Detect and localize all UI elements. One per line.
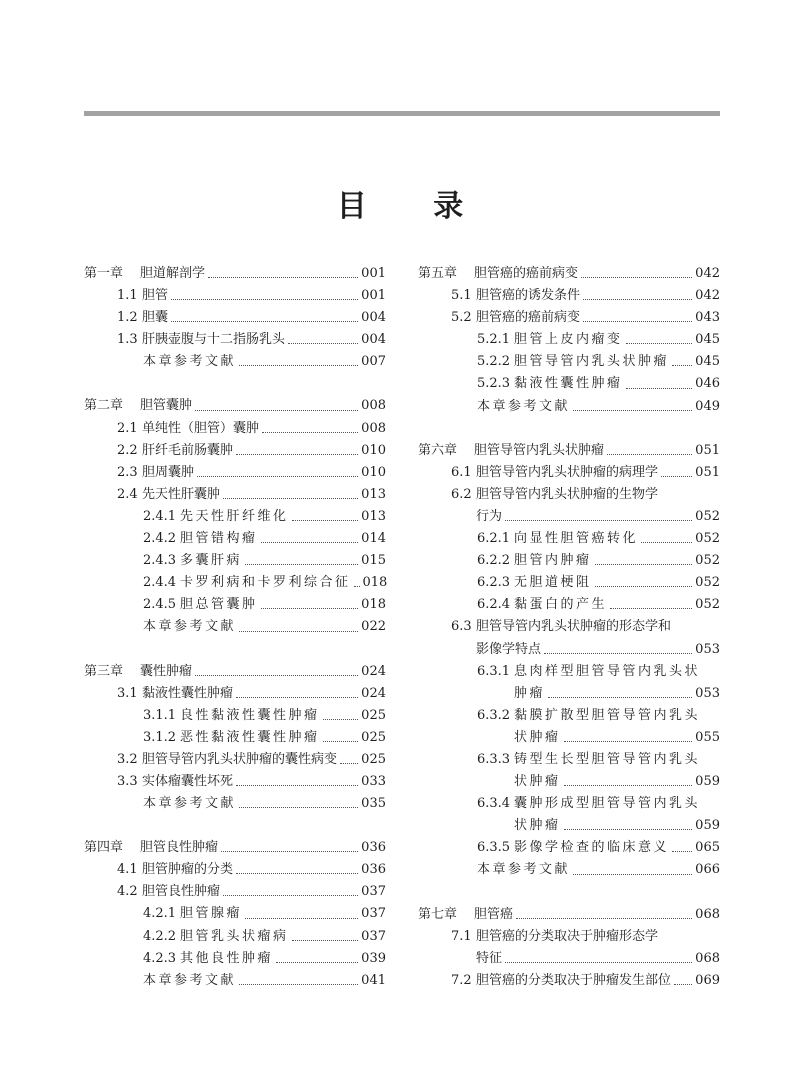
dot-leader bbox=[583, 299, 692, 300]
toc-entry-number: 6.3.5 bbox=[477, 840, 511, 856]
toc-entry-number: 1.2 bbox=[117, 310, 138, 326]
toc-entry-page: 004 bbox=[361, 310, 386, 326]
toc-entry-page: 024 bbox=[361, 685, 386, 701]
toc-entry-number: 6.3 bbox=[451, 619, 472, 635]
dot-leader bbox=[197, 476, 358, 477]
dot-leader bbox=[581, 277, 692, 278]
toc-entry-page: 037 bbox=[361, 884, 386, 900]
toc-section-entry[interactable] bbox=[84, 705, 386, 727]
toc-entry-page: 046 bbox=[695, 376, 720, 392]
toc-entry-page: 001 bbox=[361, 288, 386, 304]
toc-chapter-entry[interactable] bbox=[84, 837, 386, 859]
toc-entry-title: 胆管癌的诱发条件 bbox=[476, 288, 581, 304]
toc-entry-number: 第五章 bbox=[418, 266, 458, 281]
toc-entry-number: 2.4.5 bbox=[143, 597, 177, 613]
dot-leader bbox=[276, 962, 358, 963]
toc-chapter-group bbox=[84, 837, 386, 992]
toc-entry-number: 5.2.2 bbox=[477, 354, 511, 370]
toc-section-entry[interactable] bbox=[84, 506, 386, 528]
toc-section-entry[interactable] bbox=[418, 771, 720, 793]
toc-entry-page: 035 bbox=[361, 796, 386, 812]
toc-entry-page: 025 bbox=[361, 751, 386, 767]
toc-entry-page: 051 bbox=[695, 442, 720, 458]
toc-section-entry[interactable] bbox=[418, 926, 720, 948]
dot-leader bbox=[221, 851, 358, 852]
toc-entry-title: 胆管癌的癌前病变 bbox=[476, 310, 581, 326]
toc-section-entry[interactable] bbox=[84, 948, 386, 970]
toc-column-left bbox=[84, 263, 386, 1014]
toc-entry-number: 2.4 bbox=[117, 486, 138, 502]
toc-entry-number: 2.4.4 bbox=[143, 575, 177, 591]
toc-entry-number: 6.3.4 bbox=[477, 796, 511, 812]
dot-leader bbox=[544, 653, 692, 654]
toc-section-entry[interactable] bbox=[418, 661, 720, 683]
toc-section-entry[interactable] bbox=[418, 793, 720, 815]
toc-section-entry[interactable] bbox=[418, 815, 720, 837]
toc-section-entry[interactable] bbox=[84, 727, 386, 749]
toc-entry-number: 4.2 bbox=[117, 884, 138, 900]
toc-entry-page: 010 bbox=[361, 442, 386, 458]
toc-entry-title: 实体瘤囊性坏死 bbox=[142, 773, 234, 789]
toc-entry-number: 5.1 bbox=[451, 288, 472, 304]
toc-entry-page: 037 bbox=[361, 906, 386, 922]
toc-chapter-group bbox=[84, 263, 386, 373]
toc-section-entry[interactable] bbox=[418, 572, 720, 594]
header-rule bbox=[84, 111, 720, 116]
toc-entry-page: 037 bbox=[361, 928, 386, 944]
toc-entry-title: 胆管错构瘤 bbox=[180, 531, 258, 547]
dot-leader bbox=[171, 321, 358, 322]
toc-entry-page: 025 bbox=[361, 707, 386, 723]
toc-entry-title: 胆管导管内乳头状肿瘤的病理学 bbox=[476, 464, 659, 480]
toc-entry-page: 041 bbox=[361, 972, 386, 988]
toc-entry-number: 5.2.3 bbox=[477, 376, 511, 392]
toc-entry-page: 025 bbox=[361, 729, 386, 745]
toc-entry-page: 008 bbox=[361, 398, 386, 414]
dot-leader bbox=[239, 807, 358, 808]
toc-entry-page: 059 bbox=[695, 774, 720, 790]
toc-section-entry[interactable] bbox=[84, 594, 386, 616]
toc-section-entry[interactable] bbox=[418, 705, 720, 727]
toc-entry-title: 胆管导管内乳头状肿瘤 bbox=[474, 442, 605, 458]
toc-chapter-group bbox=[418, 904, 720, 992]
toc-chapter-entry[interactable] bbox=[418, 263, 720, 285]
toc-entry-title: 本章参考文献 bbox=[143, 796, 237, 812]
dot-leader bbox=[236, 454, 358, 455]
dot-leader bbox=[239, 631, 358, 632]
toc-entry-title: 胆管良性肿瘤 bbox=[142, 884, 221, 900]
toc-entry-number: 6.1 bbox=[451, 464, 472, 480]
dot-leader bbox=[573, 410, 692, 411]
toc-entry-title: 恶性黏液性囊性肿瘤 bbox=[180, 729, 320, 745]
toc-entry-title: 铸型生长型胆管导管内乳头 bbox=[514, 751, 701, 767]
toc-entry-title: 本章参考文献 bbox=[143, 354, 237, 370]
toc-entry-page: 024 bbox=[361, 663, 386, 679]
toc-section-entry[interactable] bbox=[84, 307, 386, 329]
toc-entry-page: 066 bbox=[695, 862, 720, 878]
toc-entry-page: 055 bbox=[695, 729, 720, 745]
toc-section-entry[interactable] bbox=[84, 749, 386, 771]
toc-entry-title: 肿瘤 bbox=[514, 685, 546, 701]
toc-references-entry[interactable] bbox=[418, 859, 720, 881]
toc-chapter-entry[interactable] bbox=[84, 263, 386, 285]
toc-section-entry[interactable] bbox=[418, 528, 720, 550]
toc-entry-page: 052 bbox=[695, 575, 720, 591]
toc-chapter-group bbox=[418, 440, 720, 882]
toc-entry-title: 胆管癌 bbox=[474, 906, 514, 922]
dot-leader bbox=[607, 454, 692, 455]
toc-chapter-group bbox=[84, 395, 386, 638]
dot-leader bbox=[208, 277, 358, 278]
toc-section-entry[interactable] bbox=[84, 418, 386, 440]
toc-section-entry[interactable] bbox=[84, 550, 386, 572]
toc-entry-title: 胆管导管内乳头状肿瘤的形态学和 bbox=[476, 619, 672, 635]
toc-section-entry[interactable] bbox=[418, 683, 720, 705]
toc-section-entry[interactable] bbox=[418, 307, 720, 329]
toc-chapter-entry[interactable] bbox=[418, 904, 720, 926]
dot-leader bbox=[195, 675, 358, 676]
toc-references-entry[interactable] bbox=[84, 351, 386, 373]
toc-entry-title: 本章参考文献 bbox=[143, 972, 237, 988]
toc-entry-number: 第四章 bbox=[84, 840, 124, 856]
toc-entry-page: 051 bbox=[695, 464, 720, 480]
toc-section-entry[interactable] bbox=[84, 859, 386, 881]
dot-leader bbox=[262, 432, 358, 433]
toc-entry-title: 行为 bbox=[476, 508, 503, 524]
toc-section-entry[interactable] bbox=[84, 329, 386, 351]
dot-leader bbox=[672, 365, 692, 366]
toc-section-entry[interactable] bbox=[418, 948, 720, 970]
toc-entry-title: 黏蛋白的产生 bbox=[514, 597, 608, 613]
toc-entry-title: 本章参考文献 bbox=[477, 398, 571, 414]
toc-entry-number: 6.2.2 bbox=[477, 553, 511, 569]
toc-entry-title: 胆管导管内乳头状肿瘤的囊性病变 bbox=[142, 751, 338, 767]
toc-entry-title: 良性黏液性囊性肿瘤 bbox=[180, 707, 320, 723]
toc-section-entry[interactable] bbox=[418, 639, 720, 661]
toc-entry-title: 向显性胆管癌转化 bbox=[514, 531, 639, 547]
toc-entry-page: 049 bbox=[695, 398, 720, 414]
toc-section-entry[interactable] bbox=[418, 484, 720, 506]
toc-entry-page: 052 bbox=[695, 531, 720, 547]
toc-entry-title: 囊性肿瘤 bbox=[140, 663, 193, 679]
toc-section-entry[interactable] bbox=[418, 550, 720, 572]
toc-entry-number: 2.1 bbox=[117, 420, 138, 436]
toc-entry-title: 特征 bbox=[476, 950, 503, 966]
toc-entry-title: 状肿瘤 bbox=[514, 729, 561, 745]
toc-references-entry[interactable] bbox=[84, 793, 386, 815]
toc-entry-number: 4.2.2 bbox=[143, 928, 177, 944]
toc-entry-number: 第一章 bbox=[84, 266, 124, 281]
dot-leader bbox=[610, 608, 692, 609]
toc-entry-title: 其他良性肿瘤 bbox=[180, 950, 274, 966]
toc-entry-title: 单纯性（胆管）囊肿 bbox=[142, 420, 260, 436]
toc-entry-page: 033 bbox=[361, 773, 386, 789]
toc-entry-title: 胆管上皮内瘤变 bbox=[514, 332, 623, 348]
toc-section-entry[interactable] bbox=[84, 440, 386, 462]
toc-section-entry[interactable] bbox=[84, 572, 386, 594]
toc-section-entry[interactable] bbox=[418, 837, 720, 859]
toc-entry-page: 059 bbox=[695, 818, 720, 834]
toc-entry-title: 先天性肝纤维化 bbox=[180, 508, 289, 524]
toc-entry-page: 004 bbox=[361, 332, 386, 348]
toc-entry-number: 6.2 bbox=[451, 486, 472, 502]
toc-entry-page: 042 bbox=[695, 266, 720, 281]
dot-leader bbox=[573, 874, 692, 875]
toc-chapter-group bbox=[418, 263, 720, 418]
toc-entry-page: 014 bbox=[361, 531, 386, 547]
toc-entry-title: 胆管癌的分类取决于肿瘤发生部位 bbox=[476, 972, 672, 988]
dot-leader bbox=[261, 542, 359, 543]
dot-leader bbox=[595, 564, 693, 565]
toc-section-entry[interactable] bbox=[84, 771, 386, 793]
toc-section-entry[interactable] bbox=[418, 970, 720, 992]
toc-entry-page: 042 bbox=[695, 288, 720, 304]
dot-leader bbox=[195, 410, 358, 411]
toc-entry-number: 6.3.1 bbox=[477, 663, 511, 679]
dot-leader bbox=[223, 895, 358, 896]
page-title: 目 录 bbox=[336, 189, 492, 224]
dot-leader bbox=[672, 851, 692, 852]
toc-entry-number: 3.1.1 bbox=[143, 707, 177, 723]
dot-leader bbox=[239, 365, 358, 366]
toc-entry-title: 黏液性囊性肿瘤 bbox=[514, 376, 623, 392]
toc-section-entry[interactable] bbox=[418, 749, 720, 771]
dot-leader bbox=[548, 697, 692, 698]
toc-entry-page: 008 bbox=[361, 420, 386, 436]
toc-entry-title: 黏膜扩散型胆管导管内乳头 bbox=[514, 707, 701, 723]
toc-column-right bbox=[418, 263, 720, 1014]
dot-leader bbox=[261, 608, 359, 609]
toc-entry-number: 第三章 bbox=[84, 663, 124, 679]
toc-entry-number: 第七章 bbox=[418, 906, 458, 922]
toc-entry-page: 052 bbox=[695, 597, 720, 613]
toc-entry-page: 068 bbox=[695, 950, 720, 966]
toc-entry-number: 2.4.2 bbox=[143, 531, 177, 547]
toc-entry-title: 影像学检查的临床意义 bbox=[514, 840, 670, 856]
dot-leader bbox=[239, 984, 358, 985]
dot-leader bbox=[516, 918, 692, 919]
toc-entry-number: 1.1 bbox=[117, 288, 138, 304]
toc-entry-page: 043 bbox=[695, 310, 720, 326]
toc-section-entry[interactable] bbox=[418, 351, 720, 373]
toc-entry-title: 胆管 bbox=[142, 288, 169, 304]
dot-leader bbox=[354, 586, 360, 587]
toc-entry-page: 045 bbox=[695, 332, 720, 348]
toc-entry-number: 5.2 bbox=[451, 310, 472, 326]
toc-entry-number: 4.2.1 bbox=[143, 906, 177, 922]
dot-leader bbox=[583, 321, 692, 322]
toc-entry-number: 1.3 bbox=[117, 332, 138, 348]
dot-leader bbox=[171, 299, 358, 300]
dot-leader bbox=[641, 542, 692, 543]
toc-entry-page: 007 bbox=[361, 354, 386, 370]
toc-section-entry[interactable] bbox=[84, 926, 386, 948]
dot-leader bbox=[292, 940, 359, 941]
dot-leader bbox=[245, 918, 358, 919]
toc-section-entry[interactable] bbox=[84, 285, 386, 307]
toc-entry-number: 4.1 bbox=[117, 862, 138, 878]
dot-leader bbox=[564, 741, 693, 742]
dot-leader bbox=[661, 476, 692, 477]
toc-entry-page: 053 bbox=[695, 641, 720, 657]
dot-leader bbox=[323, 719, 359, 720]
toc-entry-title: 胆管良性肿瘤 bbox=[140, 840, 219, 856]
toc-section-entry[interactable] bbox=[84, 484, 386, 506]
toc-entry-title: 状肿瘤 bbox=[514, 774, 561, 790]
toc-entry-number: 6.2.4 bbox=[477, 597, 511, 613]
dot-leader bbox=[564, 785, 693, 786]
toc-section-entry[interactable] bbox=[84, 683, 386, 705]
toc-entry-title: 息肉样型胆管导管内乳头状 bbox=[514, 663, 701, 679]
toc-section-entry[interactable] bbox=[84, 462, 386, 484]
dot-leader bbox=[323, 741, 359, 742]
toc-entry-number: 3.1 bbox=[117, 685, 138, 701]
dot-leader bbox=[674, 984, 692, 985]
toc-entry-number: 5.2.1 bbox=[477, 332, 511, 348]
toc-chapter-entry[interactable] bbox=[84, 661, 386, 683]
toc-entry-title: 胆管肿瘤的分类 bbox=[142, 862, 234, 878]
toc-entry-page: 015 bbox=[361, 553, 386, 569]
toc-entry-number: 3.2 bbox=[117, 751, 138, 767]
toc-entry-page: 013 bbox=[361, 508, 386, 524]
toc-entry-title: 无胆道梗阻 bbox=[514, 575, 592, 591]
toc-chapter-entry[interactable] bbox=[418, 440, 720, 462]
toc-section-entry[interactable] bbox=[84, 881, 386, 903]
dot-leader bbox=[595, 586, 693, 587]
toc-entry-number: 2.2 bbox=[117, 442, 138, 458]
toc-entry-page: 022 bbox=[361, 619, 386, 635]
toc-entry-title: 先天性肝囊肿 bbox=[142, 486, 221, 502]
toc-entry-number: 2.4.1 bbox=[143, 508, 177, 524]
toc-entry-number: 3.3 bbox=[117, 773, 138, 789]
toc-entry-number: 6.3.2 bbox=[477, 707, 511, 723]
toc-entry-page: 010 bbox=[361, 464, 386, 480]
toc-entry-title: 多囊肝病 bbox=[180, 553, 243, 569]
toc-entry-title: 本章参考文献 bbox=[477, 862, 571, 878]
dot-leader bbox=[626, 388, 693, 389]
dot-leader bbox=[626, 343, 693, 344]
toc-section-entry[interactable] bbox=[418, 285, 720, 307]
toc-entry-number: 第二章 bbox=[84, 398, 124, 414]
toc-chapter-group bbox=[84, 661, 386, 816]
toc-section-entry[interactable] bbox=[418, 462, 720, 484]
toc-chapter-entry[interactable] bbox=[84, 395, 386, 417]
toc-section-entry[interactable] bbox=[84, 528, 386, 550]
toc-section-entry[interactable] bbox=[418, 329, 720, 351]
toc-entry-title: 肝胰壶腹与十二指肠乳头 bbox=[142, 332, 286, 348]
toc-entry-page: 052 bbox=[695, 553, 720, 569]
toc-section-entry[interactable] bbox=[418, 727, 720, 749]
toc-entry-page: 036 bbox=[361, 862, 386, 878]
toc-entry-title: 本章参考文献 bbox=[143, 619, 237, 635]
toc-section-entry[interactable] bbox=[84, 903, 386, 925]
toc-entry-number: 7.1 bbox=[451, 928, 472, 944]
dot-leader bbox=[505, 962, 692, 963]
toc-entry-title: 胆管内肿瘤 bbox=[514, 553, 592, 569]
toc-references-entry[interactable] bbox=[84, 970, 386, 992]
toc-entry-page: 018 bbox=[361, 597, 386, 613]
toc-entry-page: 053 bbox=[695, 685, 720, 701]
dot-leader bbox=[340, 763, 358, 764]
toc-entry-page: 018 bbox=[362, 575, 388, 591]
dot-leader bbox=[292, 520, 359, 521]
toc-entry-number: 2.3 bbox=[117, 464, 138, 480]
toc-entry-number: 6.3.3 bbox=[477, 751, 511, 767]
dot-leader bbox=[564, 829, 693, 830]
toc-entry-page: 013 bbox=[361, 486, 386, 502]
toc-entry-title: 卡罗利病和卡罗利综合征 bbox=[180, 575, 351, 591]
toc-entry-page: 036 bbox=[361, 840, 386, 856]
toc-section-entry[interactable] bbox=[418, 594, 720, 616]
toc-entry-page: 065 bbox=[695, 840, 720, 856]
dot-leader bbox=[505, 520, 692, 521]
toc-entry-title: 胆管癌的癌前病变 bbox=[474, 266, 579, 281]
toc-entry-number: 第六章 bbox=[418, 442, 458, 458]
toc-entry-title: 状肿瘤 bbox=[514, 818, 561, 834]
toc-entry-page: 045 bbox=[695, 354, 720, 370]
toc-entry-title: 胆管癌的分类取决于肿瘤形态学 bbox=[476, 928, 659, 944]
toc-entry-title: 囊肿形成型胆管导管内乳头 bbox=[514, 796, 701, 812]
toc-section-entry[interactable] bbox=[418, 373, 720, 395]
toc-entry-title: 黏液性囊性肿瘤 bbox=[142, 685, 234, 701]
dot-leader bbox=[223, 498, 358, 499]
toc-entry-title: 胆管导管内乳头状肿瘤 bbox=[514, 354, 670, 370]
toc-entry-title: 胆管乳头状瘤病 bbox=[180, 928, 289, 944]
toc-entry-page: 068 bbox=[695, 906, 720, 922]
dot-leader bbox=[236, 873, 358, 874]
toc-section-entry[interactable] bbox=[418, 506, 720, 528]
toc-entry-number: 4.2.3 bbox=[143, 950, 177, 966]
dot-leader bbox=[236, 785, 358, 786]
toc-entry-title: 肝纤毛前肠囊肿 bbox=[142, 442, 234, 458]
toc-entry-title: 胆道解剖学 bbox=[140, 266, 206, 281]
toc-entry-number: 6.2.3 bbox=[477, 575, 511, 591]
toc-entry-title: 胆囊 bbox=[142, 310, 169, 326]
dot-leader bbox=[245, 564, 358, 565]
toc-entry-title: 胆管囊肿 bbox=[140, 398, 193, 414]
toc-references-entry[interactable] bbox=[84, 616, 386, 638]
dot-leader bbox=[236, 697, 358, 698]
toc-section-entry[interactable] bbox=[418, 616, 720, 638]
toc-entry-title: 胆管导管内乳头状肿瘤的生物学 bbox=[476, 486, 659, 502]
toc-entry-title: 胆周囊肿 bbox=[142, 464, 195, 480]
toc-entry-page: 039 bbox=[361, 950, 386, 966]
toc-entry-page: 069 bbox=[695, 972, 720, 988]
toc-references-entry[interactable] bbox=[418, 396, 720, 418]
toc-entry-page: 001 bbox=[361, 266, 386, 281]
toc-entry-title: 影像学特点 bbox=[476, 641, 542, 657]
toc-entry-title: 胆管腺瘤 bbox=[180, 906, 243, 922]
toc-entry-page: 052 bbox=[695, 508, 720, 524]
toc-entry-number: 6.2.1 bbox=[477, 531, 511, 547]
toc-entry-number: 3.1.2 bbox=[143, 729, 177, 745]
dot-leader bbox=[288, 343, 358, 344]
toc-entry-number: 2.4.3 bbox=[143, 553, 177, 569]
toc-entry-number: 7.2 bbox=[451, 972, 472, 988]
toc-entry-title: 胆总管囊肿 bbox=[180, 597, 258, 613]
